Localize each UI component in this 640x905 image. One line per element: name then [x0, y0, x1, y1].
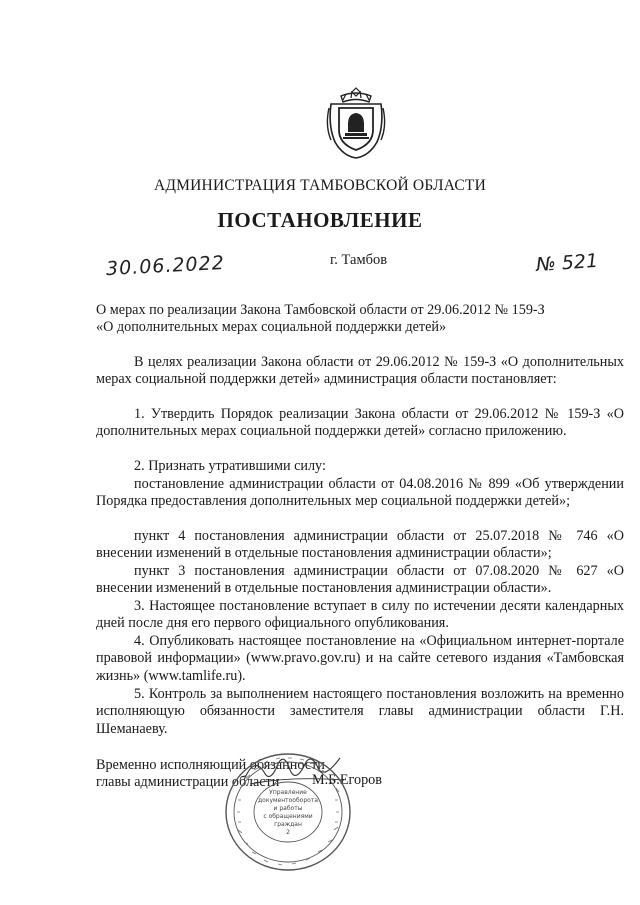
item-4-paragraph: 4. Опубликовать настоящее постановление на «Официальном интернет-портале правовой информации» (www.pravo.gov.ru) и на сайте сетевого издания «Тамбовская жизнь» (www.tamlife.ru).: [96, 633, 624, 684]
item-3-paragraph: 3. Настоящее постановление вступает в силу по истечении десяти календарных дней после дня его первого официального опубликования.: [96, 598, 624, 632]
subject-line-2: «О дополнительных мерах социальной поддержки детей»: [96, 319, 447, 336]
stamp-line-2: документооборота: [258, 797, 318, 804]
stamp-line-4: с обращениями: [263, 813, 313, 820]
stamp-line-6: 2: [286, 829, 290, 836]
stamp-line-3: и работы: [273, 805, 303, 812]
stamp-line-5: граждан: [274, 821, 302, 828]
signatory-position-line-2: главы администрации области: [96, 774, 280, 790]
handwritten-document-number: № 521: [535, 249, 599, 277]
item-2a-paragraph: постановление администрации области от 04.08.2016 № 899 «Об утверждении Порядка предоставления дополнительных мер социальной поддержки детей»;: [96, 476, 624, 510]
item-2c-paragraph: пункт 3 постановления администрации области от 07.08.2020 № 627 «О внесении изменений в отдельные постановления администрации области».: [96, 563, 624, 597]
round-office-stamp: [220, 748, 356, 876]
item-2-heading: 2. Признать утратившими силу:: [134, 458, 326, 474]
item-5-paragraph: 5. Контроль за выполнением настоящего постановления возложить на временно исполняющую обязанности заместителя главы администрации области Г.Н. Шеманаеву.: [96, 686, 624, 737]
city-label: г. Тамбов: [330, 252, 388, 268]
subject-line-1: О мерах по реализации Закона Тамбовской области от 29.06.2012 № 159-З: [96, 302, 545, 318]
stamp-line-1: Управление: [269, 789, 307, 796]
handwritten-date: 30.06.2022: [105, 251, 226, 281]
item-1-paragraph: 1. Утвердить Порядок реализации Закона области от 29.06.2012 № 159-З «О дополнительных мерах социальной поддержки детей» согласно приложению.: [96, 406, 624, 440]
document-type-title: ПОСТАНОВЛЕНИЕ: [217, 208, 423, 232]
tambov-coat-of-arms-emblem: [325, 86, 387, 160]
item-2b-paragraph: пункт 4 постановления администрации области от 25.07.2018 № 746 «О внесении изменений в отдельные постановления администрации области»;: [96, 528, 624, 562]
signatory-name: М.Б.Егоров: [312, 772, 382, 788]
document-subject: [96, 302, 624, 337]
preamble-paragraph: В целях реализации Закона области от 29.06.2012 № 159-З «О дополнительных мерах социальной поддержки детей» администрация области постановляет:: [96, 354, 624, 388]
organization-name: АДМИНИСТРАЦИЯ ТАМБОВСКОЙ ОБЛАСТИ: [154, 177, 486, 194]
signatory-position-line-1: Временно исполняющий обязанности: [96, 757, 325, 773]
